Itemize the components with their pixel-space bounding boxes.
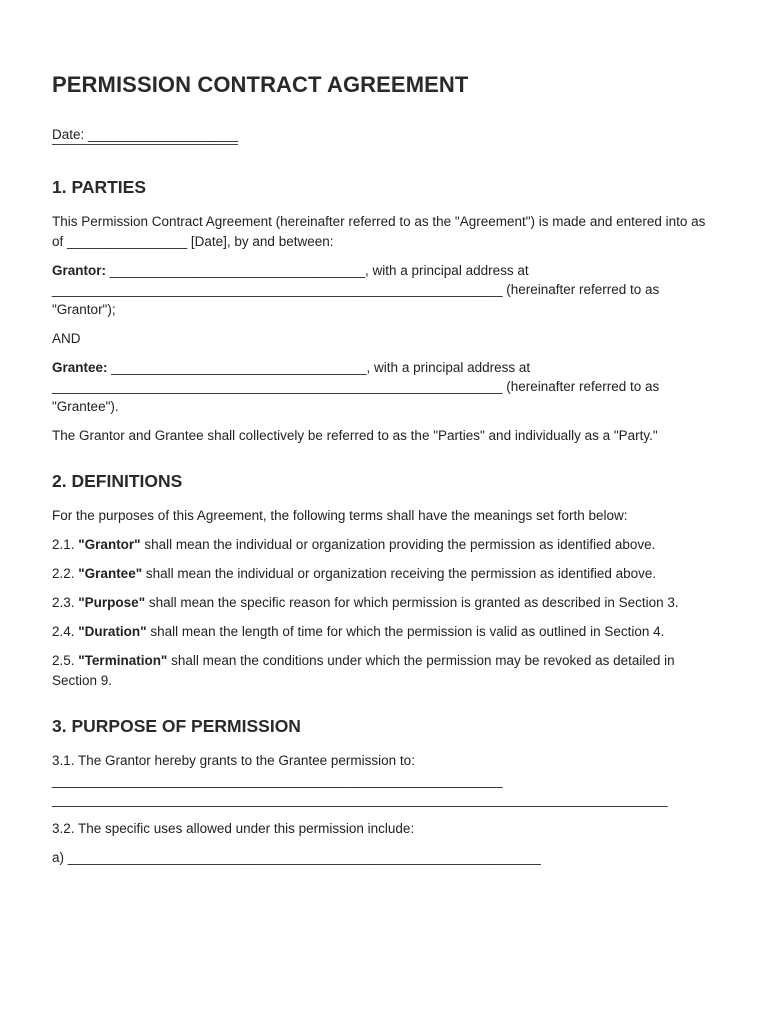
parties-collective: The Grantor and Grantee shall collectively be referred to as the "Parties" and individually as a "Party." bbox=[52, 427, 658, 443]
section-parties bbox=[52, 177, 718, 445]
definition-term: "Grantor" bbox=[78, 537, 141, 552]
section-definitions bbox=[52, 471, 718, 690]
definition-term: "Termination" bbox=[78, 653, 168, 668]
grantee-address: ____________________________________________________________ (hereinafter referred to as "Grantee"). bbox=[52, 379, 660, 414]
definition-term: "Duration" bbox=[78, 624, 147, 639]
definition-number: 2.2. bbox=[52, 566, 79, 581]
definition-number: 2.5. bbox=[52, 653, 79, 668]
section-heading-definitions: 2. DEFINITIONS bbox=[52, 471, 183, 491]
section-heading-purpose: 3. PURPOSE OF PERMISSION bbox=[52, 716, 301, 736]
definition-text: shall mean the individual or organization receiving the permission as identified above. bbox=[142, 566, 657, 581]
definition-purpose bbox=[52, 593, 718, 613]
definition-text: shall mean the conditions under which the permission may be revoked as detailed in Section 9. bbox=[52, 653, 675, 688]
grantee-label: Grantee: bbox=[52, 359, 108, 375]
grantee-text: __________________________________, with a principal address at bbox=[107, 359, 531, 375]
definition-number: 2.4. bbox=[52, 624, 79, 639]
definition-grantor bbox=[52, 535, 718, 555]
definition-text: shall mean the specific reason for which permission is granted as described in Section 3. bbox=[145, 595, 679, 610]
grantor-label: Grantor: bbox=[52, 262, 106, 278]
definition-text: shall mean the length of time for which the permission is valid as outlined in Section 4. bbox=[146, 624, 665, 639]
purpose-blank-line-1: ____________________________________________________________ bbox=[52, 772, 503, 788]
date-field: Date: ____________________ bbox=[52, 127, 238, 145]
definition-text: shall mean the individual or organization providing the permission as identified above. bbox=[140, 537, 656, 552]
grantor-text: __________________________________, with a principal address at bbox=[106, 262, 529, 278]
section-heading-parties: 1. PARTIES bbox=[52, 177, 147, 197]
section-purpose bbox=[52, 716, 718, 868]
grantee-clause bbox=[52, 358, 718, 417]
definition-number: 2.1. bbox=[52, 537, 79, 552]
purpose-item-a: a) _______________________________________________________________ bbox=[52, 850, 541, 865]
and-separator: AND bbox=[52, 330, 81, 346]
grantor-address: ____________________________________________________________ (hereinafter referred to as "Grantor"); bbox=[52, 282, 660, 317]
grantor-clause bbox=[52, 261, 718, 320]
purpose-blank-line-2: __________________________________________________________________________________ bbox=[52, 792, 668, 807]
purpose-clause-2: 3.2. The specific uses allowed under this permission include: bbox=[52, 821, 415, 836]
definition-term: "Grantee" bbox=[78, 566, 143, 581]
definition-grantee bbox=[52, 564, 718, 584]
definitions-intro: For the purposes of this Agreement, the following terms shall have the meanings set forth below: bbox=[52, 508, 628, 523]
definition-term: "Purpose" bbox=[78, 595, 146, 610]
purpose-clause-1: 3.1. The Grantor hereby grants to the Grantee permission to: bbox=[52, 753, 415, 768]
definition-duration bbox=[52, 622, 718, 642]
definition-termination bbox=[52, 651, 718, 690]
document-title: PERMISSION CONTRACT AGREEMENT bbox=[52, 72, 469, 97]
definition-number: 2.3. bbox=[52, 595, 79, 610]
parties-intro: This Permission Contract Agreement (hereinafter referred to as the "Agreement") is made and entered into as of ________________ [Date], by and between: bbox=[52, 214, 706, 249]
